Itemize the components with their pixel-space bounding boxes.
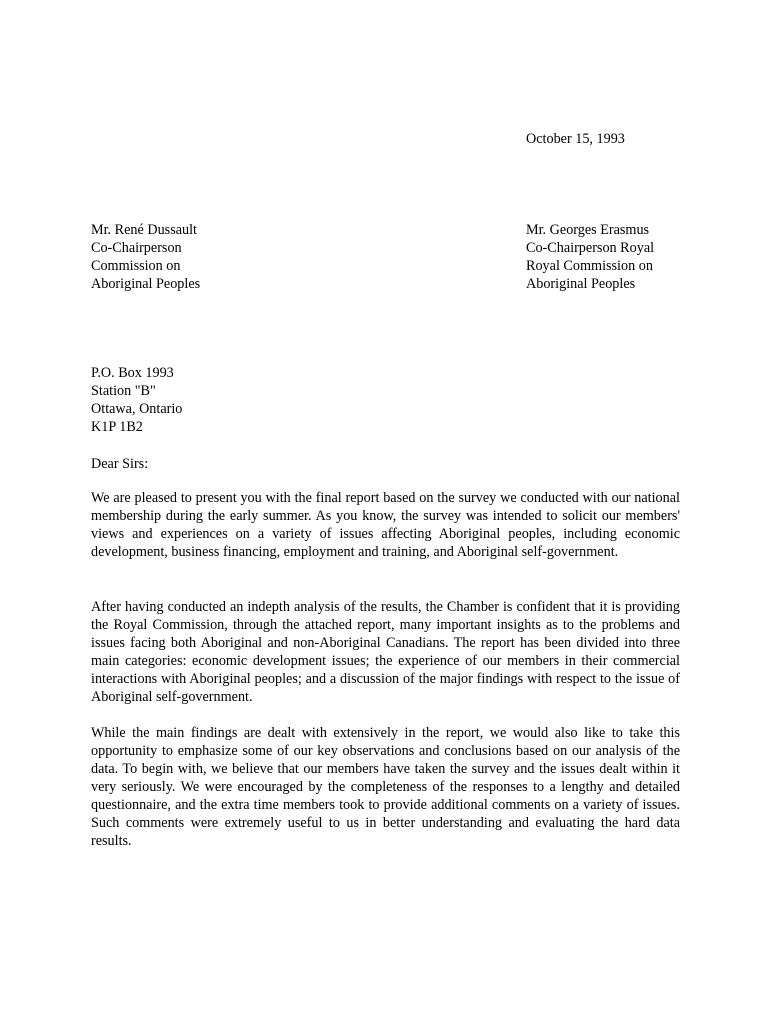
mailing-station: Station "B" [91, 383, 156, 399]
recipient-right-title: Co-Chairperson Royal [526, 240, 655, 256]
mailing-address [91, 364, 182, 436]
recipient-left-name: Mr. René Dussault [91, 222, 198, 238]
recipient-left-title: Co-Chairperson [91, 240, 182, 256]
recipient-right-name: Mr. Georges Erasmus [526, 222, 650, 238]
mailing-po-box: P.O. Box 1993 [91, 365, 174, 381]
body-paragraph-1: We are pleased to present you with the final report based on the survey we conducted with our national membership during the early summer. As you know, the survey was intended to solicit our members' views and experiences on a variety of issues affecting Aboriginal peoples, including economic development, business financing, employment and training, and Aboriginal self-government. [91, 490, 680, 560]
body-paragraph-3: While the main findings are dealt with extensively in the report, we would also like to take this opportunity to emphasize some of our key observations and conclusions based on our analysis of the data. To begin with, we believe that our members have taken the survey and the issues dealt within it very seriously. We were encouraged by the completeness of the responses to a lengthy and detailed questionnaire, and the extra time members took to provide additional comments on a variety of issues. Such comments were extremely useful to us in better understanding and evaluating the hard data results. [91, 725, 680, 849]
recipient-address-left [91, 221, 200, 293]
mailing-postal-code: K1P 1B2 [91, 419, 143, 435]
letter-date: October 15, 1993 [526, 131, 625, 147]
salutation: Dear Sirs: [91, 456, 149, 472]
recipient-address-right [526, 221, 654, 293]
recipient-right-org-line1: Royal Commission on [526, 258, 653, 274]
recipient-left-org-line2: Aboriginal Peoples [91, 276, 201, 292]
recipient-left-org-line1: Commission on [91, 258, 181, 274]
body-paragraph-2: After having conducted an indepth analysis of the results, the Chamber is confident that it is providing the Royal Commission, through the attached report, many important insights as to the problems and issues facing both Aboriginal and non-Aboriginal Canadians. The report has been divided into three main categories: economic development issues; the experience of our members in their commercial interactions with Aboriginal peoples; and a discussion of the major findings with respect to the issue of Aboriginal self-government. [91, 599, 680, 705]
recipient-right-org-line2: Aboriginal Peoples [526, 276, 636, 292]
mailing-city: Ottawa, Ontario [91, 401, 183, 417]
